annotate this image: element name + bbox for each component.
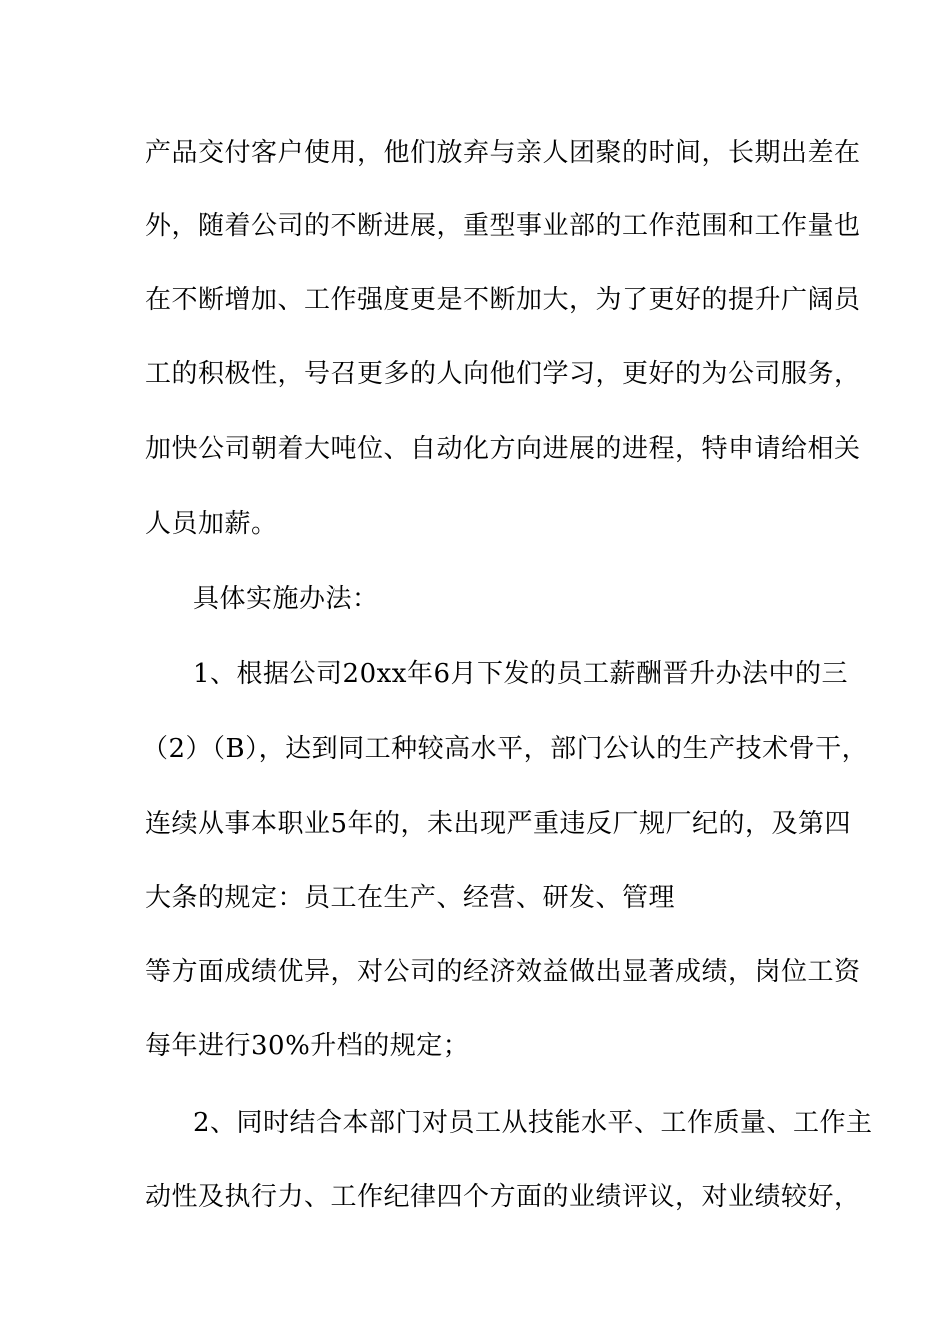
paragraph-line: 外，随着公司的不断进展，重型事业部的工作范围和工作量也 xyxy=(145,211,861,241)
paragraph-line: 工的积极性，号召更多的人向他们学习，更好的为公司服务， xyxy=(145,359,861,389)
paragraph-line: 大条的规定：员工在生产、经营、研发、管理 xyxy=(145,883,676,913)
paragraph-line: 连续从事本职业5年的，未出现严重违反厂规厂纪的，及第四 xyxy=(145,809,852,839)
paragraph-line: 在不断增加、工作强度更是不断加大，为了更好的提升广阔员 xyxy=(145,285,861,315)
paragraph-line: 加快公司朝着大吨位、自动化方向进展的进程，特申请给相关 xyxy=(145,434,861,464)
list-item-1-line: 1、根据公司20xx年6月下发的员工薪酬晋升办法中的三 xyxy=(193,659,848,689)
list-item-2-line: 2、同时结合本部门对员工从技能水平、工作质量、工作主 xyxy=(193,1108,873,1138)
section-heading: 具体实施办法： xyxy=(193,584,379,614)
paragraph-line: 等方面成绩优异，对公司的经济效益做出显著成绩，岗位工资 xyxy=(145,957,861,987)
paragraph-line: 产品交付客户使用，他们放弃与亲人团聚的时间，长期出差在 xyxy=(145,138,861,168)
paragraph-line: （2）（B），达到同工种较高水平，部门公认的生产技术骨干， xyxy=(142,734,869,764)
paragraph-line: 人员加薪。 xyxy=(145,509,278,539)
paragraph-line: 每年进行30%升档的规定； xyxy=(145,1031,470,1061)
paragraph-line: 动性及执行力、工作纪律四个方面的业绩评议，对业绩较好， xyxy=(145,1182,861,1212)
